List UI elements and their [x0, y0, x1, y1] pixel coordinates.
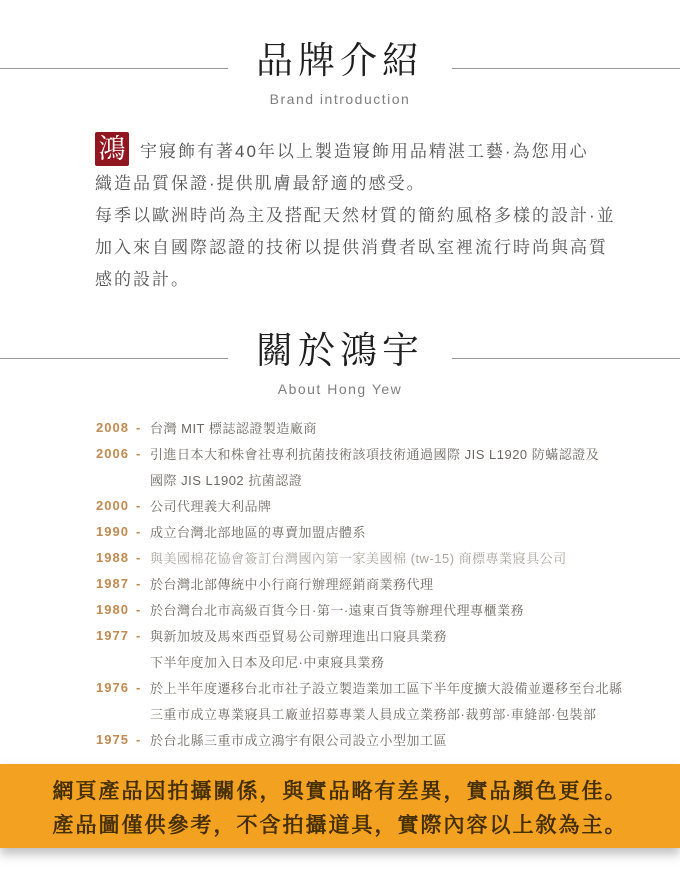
photo-disclaimer-banner: [0, 764, 680, 848]
brand-paragraph-line: 織造品質保證·提供肌膚最舒適的感受。: [95, 174, 426, 193]
timeline-year: 1977: [96, 627, 129, 643]
timeline-dash: -: [136, 575, 141, 591]
timeline-row-1987: [96, 570, 641, 596]
divider-line-left: [0, 358, 228, 359]
company-timeline: [96, 414, 641, 752]
timeline-year: 2000: [96, 497, 129, 513]
timeline-row-2000: [96, 492, 641, 518]
timeline-text: 國際 JIS L1902 抗菌認證: [150, 472, 303, 488]
timeline-text: 公司代理義大利品牌: [150, 498, 272, 514]
timeline-row-1975: [96, 726, 641, 752]
timeline-dash: -: [136, 445, 141, 461]
brand-paragraph-line: 每季以歐洲時尚為主及搭配天然材質的簡約風格多樣的設計·並: [95, 206, 616, 225]
brand-paragraph-line: 宇寢飾有著40年以上製造寢飾用品精湛工藝·為您用心: [140, 142, 589, 161]
timeline-text: 與美國棉花協會簽訂台灣國內第一家美國棉 (tw-15) 商標專業寢具公司: [150, 550, 567, 566]
disclaimer-line: 產品圖僅供參考，不含拍攝道具，實際內容以上敘為主。: [52, 813, 628, 837]
brand-paragraph-line: 加入來自國際認證的技術以提供消費者臥室裡流行時尚與高質: [95, 238, 608, 257]
section-title-about: 關於鴻宇: [256, 330, 424, 371]
timeline-text: 於台灣北部傳統中小行商行辦理經銷商業務代理: [150, 576, 434, 592]
timeline-dash: -: [136, 601, 141, 617]
brand-paragraph-line: 感的設計。: [95, 270, 190, 289]
timeline-dash: -: [136, 419, 141, 435]
timeline-text: 於台灣台北市高級百貨今日·第一·遠東百貨等辦理代理專櫃業務: [150, 602, 525, 618]
timeline-row-2006: [96, 440, 641, 466]
timeline-row-1976: [96, 674, 641, 700]
timeline-year: 1975: [96, 731, 129, 747]
brand-description: [95, 134, 616, 296]
timeline-text: 於台北縣三重市成立鴻宇有限公司設立小型加工區: [150, 732, 448, 748]
timeline-text: 成立台灣北部地區的專賣加盟店體系: [150, 524, 367, 540]
about-heading: [0, 328, 680, 397]
timeline-year: 1980: [96, 601, 129, 617]
timeline-text: 三重市成立專業寢具工廠並招募專業人員成立業務部·裁剪部·車縫部·包裝部: [150, 706, 597, 722]
timeline-year: 1990: [96, 523, 129, 539]
timeline-text: 引進日本大和株會社專利抗菌技術該項技術通過國際 JIS L1920 防蟎認證及: [150, 446, 600, 462]
timeline-year: 1976: [96, 679, 129, 695]
divider-line-right: [452, 358, 680, 359]
timeline-text: 與新加坡及馬來西亞貿易公司辦理進出口寢具業務: [150, 628, 448, 644]
brand-intro-heading: [0, 38, 680, 107]
disclaimer-line: 網頁產品因拍攝關係，與實品略有差異，實品顏色更佳。: [52, 779, 628, 803]
timeline-row-1977: [96, 622, 641, 648]
timeline-dash: -: [136, 549, 141, 565]
section-subtitle-brand-intro: Brand introduction: [269, 91, 411, 107]
timeline-dash: -: [136, 731, 141, 747]
section-subtitle-about: About Hong Yew: [277, 381, 403, 397]
timeline-row-1990: [96, 518, 641, 544]
timeline-text: 台灣 MIT 標誌認證製造廠商: [150, 420, 317, 436]
timeline-text: 下半年度加入日本及印尼·中東寢具業務: [150, 654, 385, 670]
timeline-row-2006-cont: [96, 466, 641, 492]
timeline-row-1976-cont: [96, 700, 641, 726]
timeline-year: 1987: [96, 575, 129, 591]
timeline-year: 2006: [96, 445, 129, 461]
divider-line-left: [0, 68, 228, 69]
timeline-row-1980: [96, 596, 641, 622]
timeline-year: 2008: [96, 419, 129, 435]
timeline-text: 於上半年度遷移台北市社子設立製造業加工區下半年度擴大設備並遷移至台北縣: [150, 680, 623, 696]
timeline-row-1977-cont: [96, 648, 641, 674]
section-title-brand-intro: 品牌介紹: [256, 40, 424, 81]
timeline-dash: -: [136, 627, 141, 643]
timeline-row-2008: [96, 414, 641, 440]
timeline-dash: -: [136, 497, 141, 513]
divider-line-right: [452, 68, 680, 69]
brand-logo-icon: 鴻: [95, 132, 129, 166]
timeline-row-1988: [96, 544, 641, 570]
timeline-year: 1988: [96, 549, 129, 565]
timeline-dash: -: [136, 523, 141, 539]
timeline-dash: -: [136, 679, 141, 695]
